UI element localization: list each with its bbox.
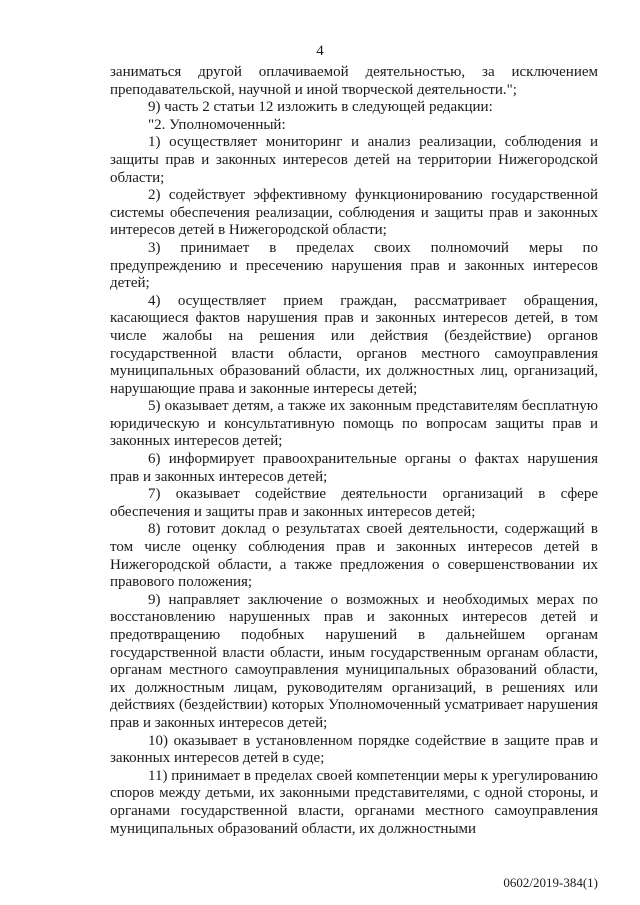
list-item-1: 1) осуществляет мониторинг и анализ реализации, соблюдения и защиты прав и законных интересов детей на территории Нижегородской области;: [110, 134, 598, 186]
list-item-5: 5) оказывает детям, а также их законным представителям бесплатную юридическую и консультативную помощь по вопросам защиты прав и законных интересов детей;: [110, 398, 598, 450]
document-body: [110, 64, 598, 838]
paragraph-part-2-heading: "2. Уполномоченный:: [148, 116, 286, 133]
list-item-6: 6) информирует правоохранительные органы о фактах нарушения прав и законных интересов детей;: [110, 451, 598, 485]
list-item-9: 9) направляет заключение о возможных и необходимых мерах по восстановлению нарушенных прав и законных интересов детей и предотвращению подобных нарушений в дальнейшем органам государственной власти области, иным государственным органам области, органам местного самоуправления муниципальных образований области, их должностным лицам, руководителям организаций, в решениях или действиях (бездействии) которых Уполномоченный усматривает нарушения прав и законных интересов детей;: [110, 591, 598, 731]
list-item-10: 10) оказывает в установленном порядке содействие в защите прав и законных интересов детей в суде;: [110, 732, 598, 767]
paragraph-continuation: заниматься другой оплачиваемой деятельностью, за исключением преподавательской, научной и иной творческой деятельности.";: [110, 64, 598, 98]
list-item-2: 2) содействует эффективному функционированию государственной системы обеспечения реализации, соблюдения и защиты прав и законных интересов детей в Нижегородской области;: [110, 187, 598, 239]
document-code: 0602/2019-384(1): [503, 875, 598, 890]
list-item-7: 7) оказывает содействие деятельности организаций в сфере обеспечения и защиты прав и законных интересов детей;: [110, 486, 598, 520]
paragraph-item-9-intro: 9) часть 2 статьи 12 изложить в следующей редакции:: [148, 99, 493, 116]
page-number: 4: [316, 43, 324, 59]
list-item-11: 11) принимает в пределах своей компетенции меры к урегулированию споров между детьми, их законными представителями, с одной стороны, и органами государственной власти, органами местного самоуправления муниципальных образований области, их должностными: [110, 767, 598, 837]
list-item-4: 4) осуществляет прием граждан, рассматривает обращения, касающиеся фактов нарушения прав и законных интересов детей, в том числе жалобы на решения или действия (бездействие) органов государственной власти области, органов местного самоуправления муниципальных образований области, их должностных лиц, организаций, нарушающие права и законные интересы детей;: [110, 292, 598, 397]
list-item-8: 8) готовит доклад о результатах своей деятельности, содержащий в том числе оценку соблюдения прав и законных интересов детей в Нижегородской области, а также предложения о совершенствовании их правового положения;: [110, 521, 598, 591]
list-item-3: 3) принимает в пределах своих полномочий меры по предупреждению и пресечению нарушения прав и законных интересов детей;: [110, 239, 598, 292]
